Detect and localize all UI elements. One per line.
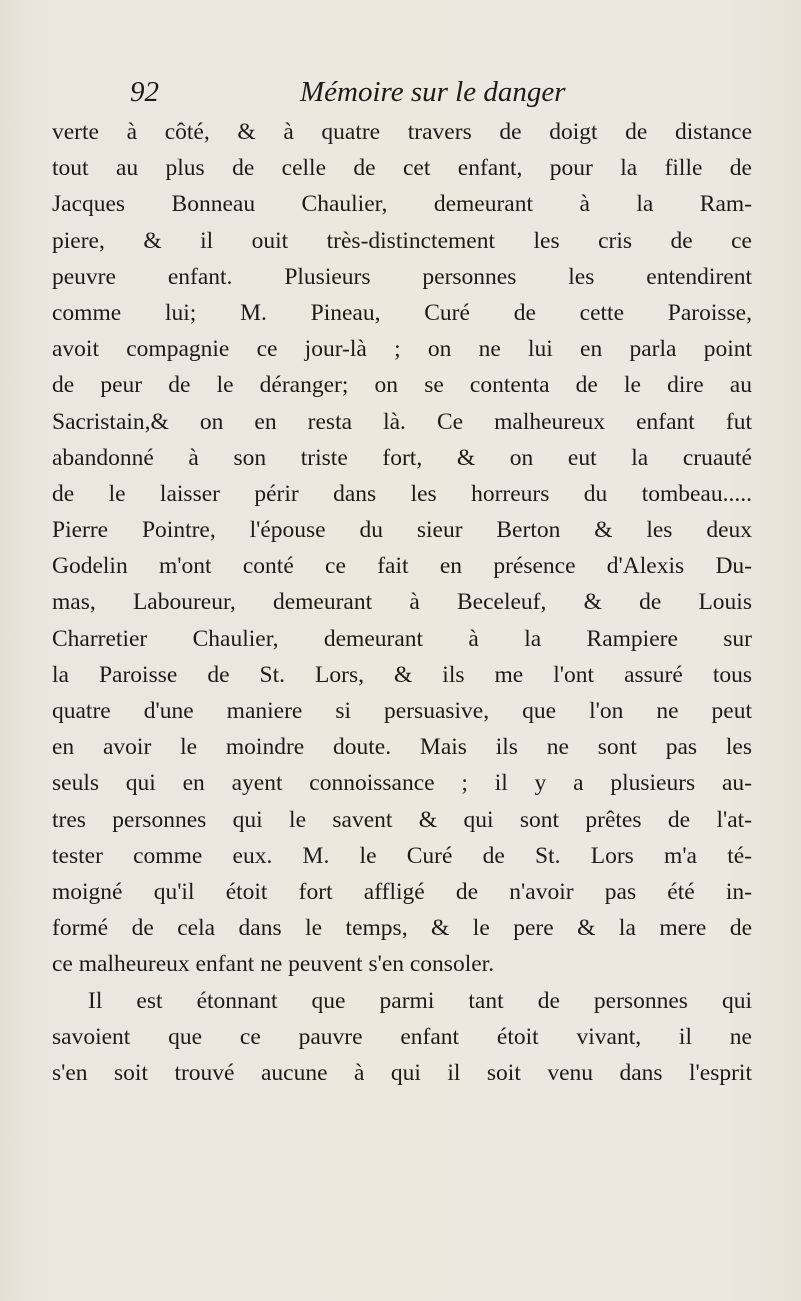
text-line: ce malheureux enfant ne peuvent s'en consoler. — [52, 951, 495, 978]
page-number: 92 — [130, 76, 159, 108]
text-line: de le laisser périr dans les horreurs du tombeau..... — [52, 480, 752, 507]
text-line: formé de cela dans le temps, & le pere & la mere de — [52, 915, 752, 942]
running-head: Mémoire sur le danger — [300, 76, 566, 108]
text-line: s'en soit trouvé aucune à qui il soit venu dans l'esprit — [52, 1059, 752, 1086]
text-line: Charretier Chaulier, demeurant à la Rampiere sur — [52, 625, 752, 652]
text-line: Jacques Bonneau Chaulier, demeurant à la Ram- — [52, 191, 752, 218]
text-line: quatre d'une maniere si persuasive, que l'on ne peut — [52, 698, 752, 724]
text-line: savoient que ce pauvre enfant étoit vivant, il ne — [52, 1023, 752, 1050]
text-line: verte à côté, & à quatre travers de doigt de distance — [52, 119, 752, 145]
text-line: piere, & il ouit très-distinctement les cris de ce — [52, 227, 752, 254]
text-line: comme lui; M. Pineau, Curé de cette Paroisse, — [52, 299, 752, 326]
text-line: de peur de le déranger; on se contenta de le dire au — [52, 372, 752, 399]
body-text — [52, 114, 752, 1091]
text-line: Pierre Pointre, l'épouse du sieur Berton & les deux — [52, 517, 752, 544]
text-line: tres personnes qui le savent & qui sont prêtes de l'at- — [52, 806, 752, 833]
text-line: seuls qui en ayent connoissance ; il y a plusieurs au- — [52, 770, 752, 797]
text-line: abandonné à son triste fort, & on eut la cruauté — [52, 444, 752, 471]
text-line: Sacristain,& on en resta là. Ce malheureux enfant fut — [52, 408, 752, 435]
text-line: Godelin m'ont conté ce fait en présence d'Alexis Du- — [52, 553, 752, 580]
text-line: tout au plus de celle de cet enfant, pour la fille de — [52, 155, 752, 182]
text-line: Il est étonnant que parmi tant de personnes qui — [88, 987, 752, 1014]
text-line: en avoir le moindre doute. Mais ils ne sont pas les — [52, 734, 752, 761]
page-header — [130, 76, 630, 116]
text-line: tester comme eux. M. le Curé de St. Lors m'a té- — [52, 842, 752, 869]
text-line: moigné qu'il étoit fort affligé de n'avoir pas été in- — [52, 878, 752, 905]
text-line: peuvre enfant. Plusieurs personnes les entendirent — [52, 263, 752, 290]
text-line: avoit compagnie ce jour-là ; on ne lui en parla point — [52, 336, 752, 363]
text-line: la Paroisse de St. Lors, & ils me l'ont assuré tous — [52, 661, 752, 688]
text-line: mas, Laboureur, demeurant à Beceleuf, & de Louis — [52, 589, 752, 616]
